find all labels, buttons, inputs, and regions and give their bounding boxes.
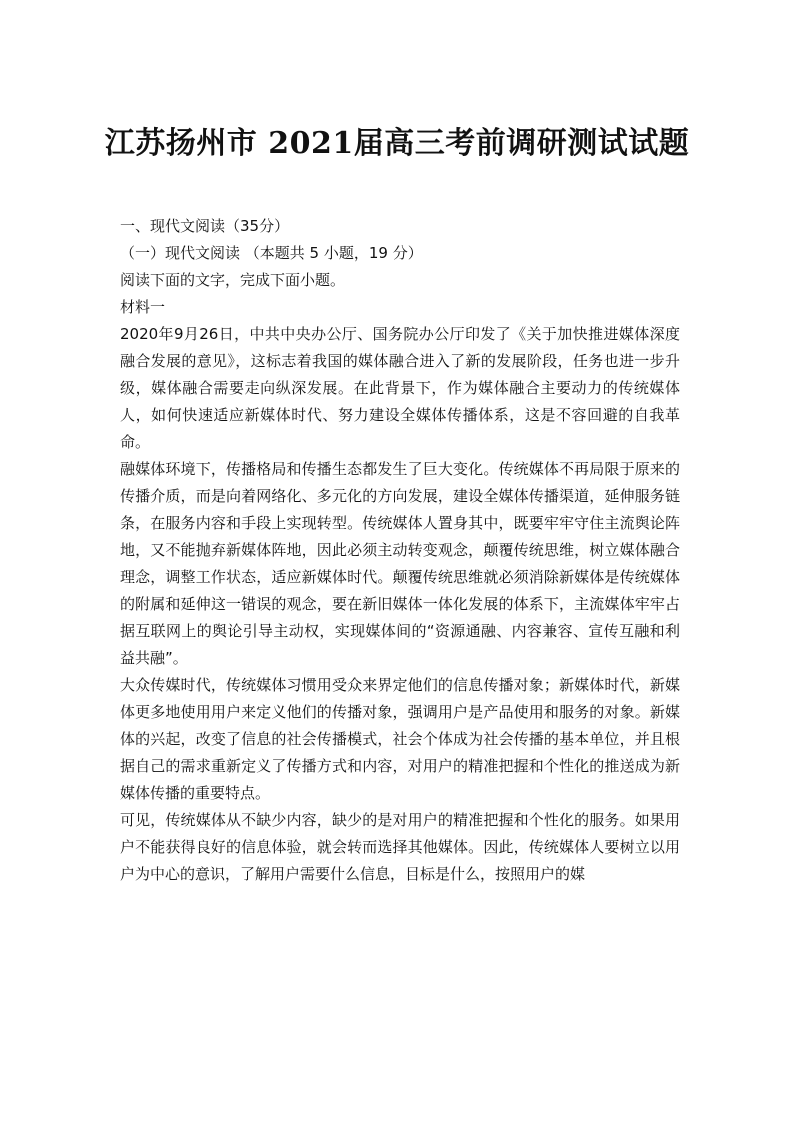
paragraph: 可见，传统媒体从不缺少内容，缺少的是对用户的精准把握和个性化的服务。如果用户不能获得良好的信息体验，就会转而选择其他媒体。因此，传统媒体人要树立以用户为中心的意识，了解用户需要什么信息，目标是什么，按照用户的媒 <box>120 811 680 883</box>
document-body <box>120 213 680 888</box>
instruction-text: 阅读下面的文字，完成下面小题。 <box>120 271 346 289</box>
paragraph: 2020年9月26日，中共中央办公厅、国务院办公厅印发了《关于加快推进媒体深度融合发展的意见》，这标志着我国的媒体融合进入了新的发展阶段，任务也进一步升级，媒体融合需要走向纵深发展。在此背景下，作为媒体融合主要动力的传统媒体人，如何快速适应新媒体时代、努力建设全媒体传播体系，这是不容回避的自我革命。 <box>120 325 680 451</box>
section-heading: 一、现代文阅读（35分） <box>120 217 290 235</box>
material-label: 材料一 <box>120 298 166 316</box>
paragraph: 融媒体环境下，传播格局和传播生态都发生了巨大变化。传统媒体不再局限于原来的传播介质，而是向着网络化、多元化的方向发展，建设全媒体传播渠道，延伸服务链条，在服务内容和手段上实现转型。传统媒体人置身其中，既要牢牢守住主流舆论阵地，又不能抛弃新媒体阵地，因此必须主动转变观念，颠覆传统思维，树立媒体融合理念，调整工作状态，适应新媒体时代。颠覆传统思维就必须消除新媒体是传统媒体的附属和延伸这一错误的观念，要在新旧媒体一体化发展的体系下，主流媒体牢牢占据互联网上的舆论引导主动权，实现媒体间的“资源通融、内容兼容、宣传互融和利益共融”。 <box>120 460 680 667</box>
document-title: 江苏扬州市 2021届高三考前调研测试试题 <box>104 126 690 161</box>
subsection-heading: （一）现代文阅读 （本题共 5 小题，19 分） <box>120 244 423 262</box>
paragraph: 大众传媒时代，传统媒体习惯用受众来界定他们的信息传播对象；新媒体时代，新媒体更多地使用用户来定义他们的传播对象，强调用户是产品使用和服务的对象。新媒体的兴起，改变了信息的社会传播模式，社会个体成为社会传播的基本单位，并且根据自己的需求重新定义了传播方式和内容，对用户的精准把握和个性化的推送成为新媒体传播的重要特点。 <box>120 676 680 802</box>
